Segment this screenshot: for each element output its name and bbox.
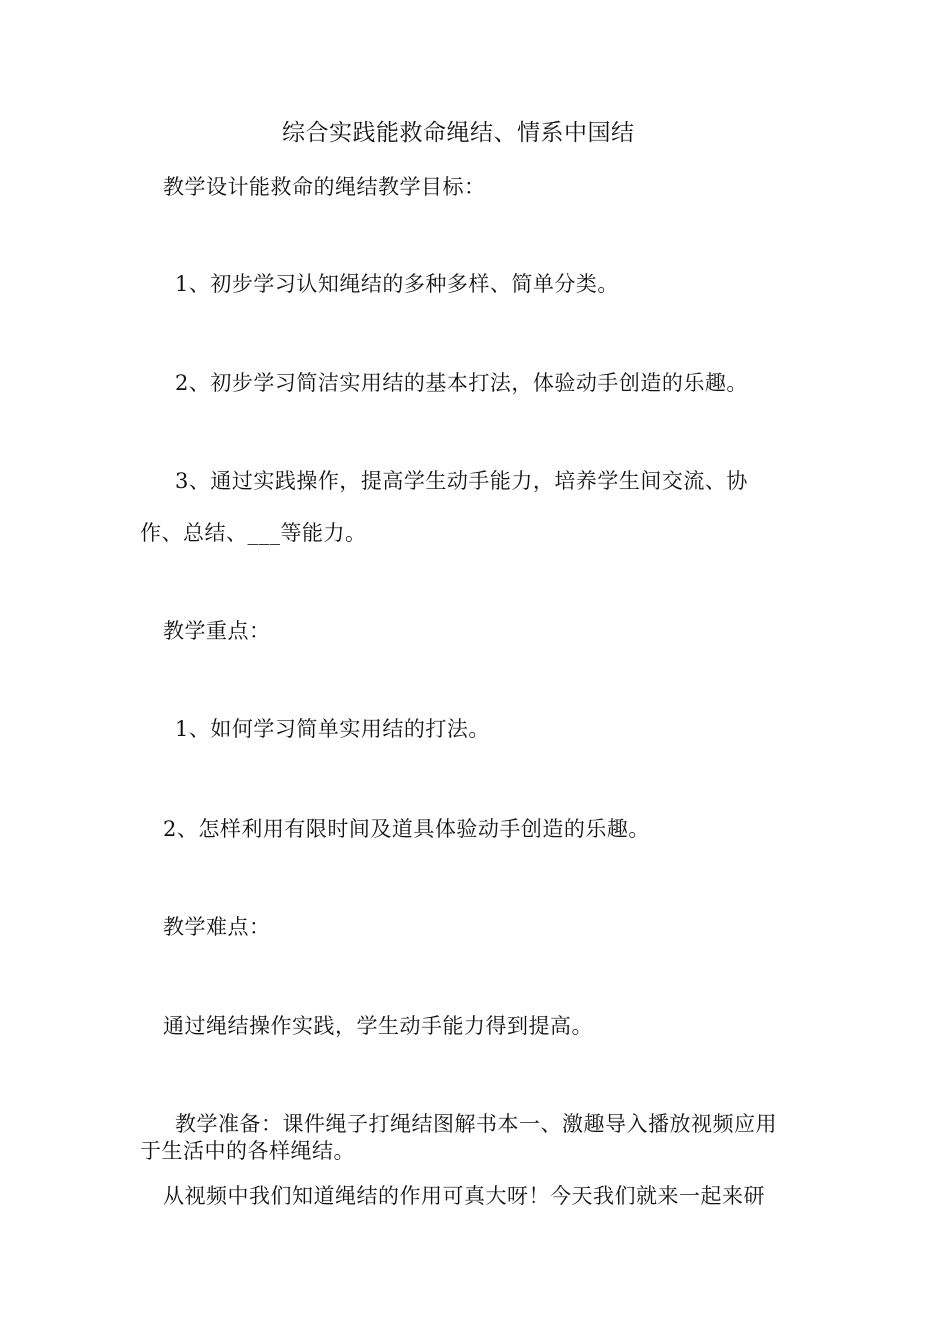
text-line: 2、怎样利用有限时间及道具体验动手创造的乐趣。 bbox=[163, 817, 650, 841]
text-line: 教学设计能救命的绳结教学目标： bbox=[163, 175, 486, 199]
text-line: 3、通过实践操作，提高学生动手能力，培养学生间交流、协 bbox=[175, 469, 748, 493]
document-title: 综合实践能救命绳结、情系中国结 bbox=[282, 120, 635, 146]
section-heading: 教学难点： bbox=[163, 915, 271, 939]
text-line: 于生活中的各样绳结。 bbox=[140, 1139, 355, 1163]
text-line: 1、初步学习认知绳结的多种多样、简单分类。 bbox=[175, 272, 619, 296]
text-line: 2、初步学习简洁实用结的基本打法，体验动手创造的乐趣。 bbox=[175, 371, 748, 395]
text-line: 从视频中我们知道绳结的作用可真大呀！今天我们就来一起来研 bbox=[163, 1184, 765, 1208]
section-heading: 教学重点： bbox=[163, 619, 271, 643]
text-line: 教学准备：课件绳子打绳结图解书本一、激趣导入播放视频应用 bbox=[175, 1112, 777, 1136]
text-line: 1、如何学习简单实用结的打法。 bbox=[175, 717, 490, 741]
text-line: 通过绳结操作实践，学生动手能力得到提高。 bbox=[163, 1014, 593, 1038]
text-line: 作、总结、___等能力。 bbox=[140, 521, 367, 545]
